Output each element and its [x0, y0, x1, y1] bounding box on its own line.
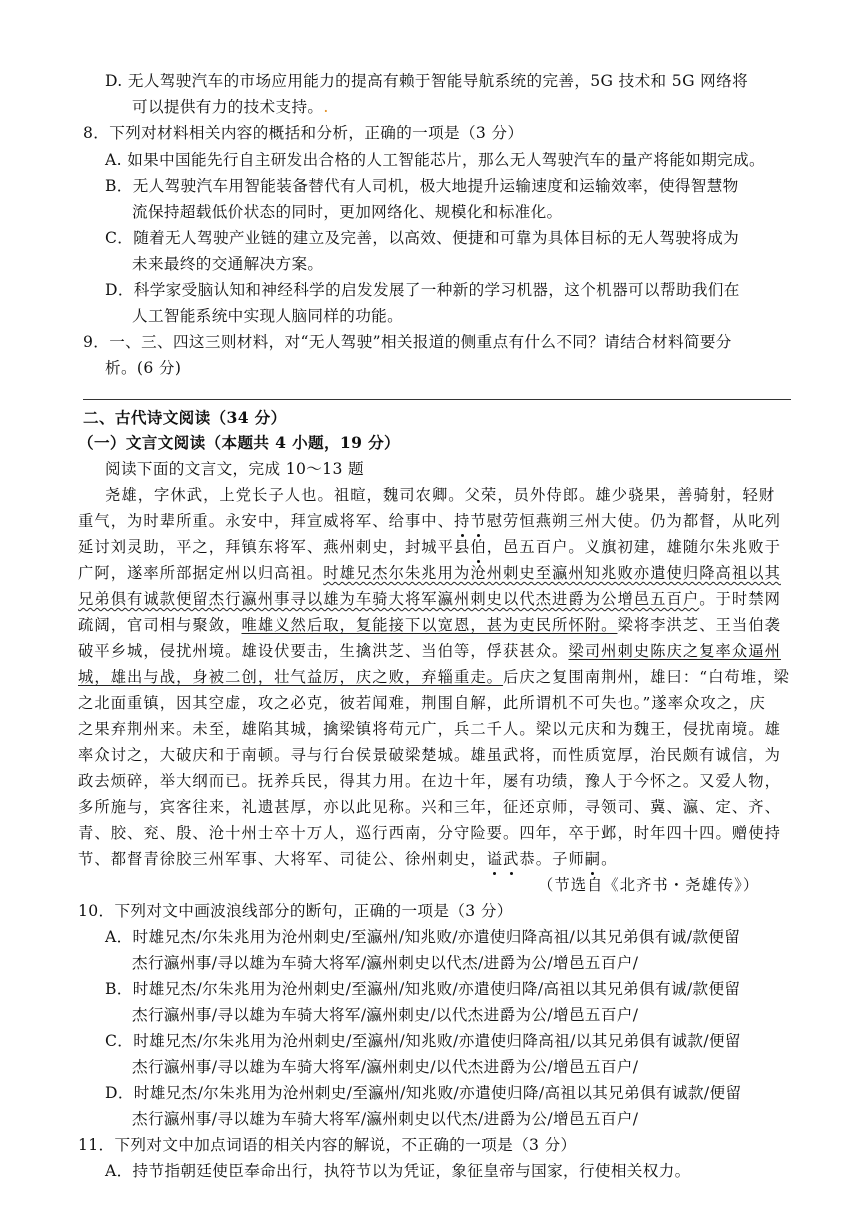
- underlined-sentence: 城，雄出与战，身被二创，壮气益厉，庆之败，弃辎重走。: [78, 668, 504, 686]
- emphasis-dotted-char: 谥: [487, 846, 503, 872]
- q8-option-d-line1: D．科学家受脑认知和神经科学的启发发展了一种新的学习机器，这个机器可以帮助我们在: [105, 281, 740, 299]
- q10-option-c-line2: 杰行瀛州事/寻以雄为车骑大将军/瀛州刺史/以代杰进爵为公/增邑五百户/: [132, 1058, 639, 1076]
- q8-option-a: A. 如果中国能先行自主研发出合格的人工智能芯片，那么无人驾驶汽车的量产将能如期完成。: [105, 151, 765, 169]
- q9-line2: 析。(6 分): [105, 359, 182, 377]
- q9-line1: 9．一、三、四这三则材料，对“无人驾驶”相关报道的侧重点有什么不同？请结合材料简要分: [83, 333, 732, 351]
- q10-option-d-line1: D．时雄兄杰/尔朱兆用为沧州刺史/至瀛州/知兆败/亦遣使归降/高祖以其兄弟俱有诚款/便留: [105, 1084, 742, 1102]
- q10-option-c-line1: C．时雄兄杰/尔朱兆用为沧州刺史/至瀛州/知兆败/亦遣使归降高祖/以其兄弟俱有诚款/便留: [105, 1032, 741, 1050]
- emphasis-dotted-char: 武: [503, 846, 519, 872]
- passage-text: 慰劳恒燕朔三州大使。仍为都督，从叱列: [486, 512, 781, 530]
- passage-line: [78, 846, 618, 872]
- passage-text: 。: [601, 850, 618, 868]
- passage-line: [78, 612, 781, 638]
- passage-line: [78, 638, 781, 664]
- passage-line: 青、胶、兖、殷、沧十州士卒十万人，巡行西南，分守险要。四年，卒于邺，时年四十四。赠使持: [78, 824, 781, 842]
- section2-instruction: 阅读下面的文言文，完成 10～13 题: [105, 460, 364, 478]
- passage-source: （节选自《北齐书・尧雄传》）: [538, 876, 760, 894]
- q8-option-b-line2: 流保持超载低价状态的同时，更加网络化、规模化和标准化。: [132, 203, 563, 221]
- q8-option-c-line1: C．随着无人驾驶产业链的建立及完善，以高效、便捷和可靠为具体目标的无人驾驶将成为: [105, 229, 740, 247]
- passage-line: [78, 508, 781, 534]
- passage-text: 破平乡城，侵扰州境。雄设伏要击，生擒洪芝、当伯等，俘获甚众。: [78, 642, 569, 660]
- q7-option-d-text: 可以提供有力的技术支持。: [132, 98, 324, 116]
- q10-option-a-line1: A．时雄兄杰/尔朱兆用为沧州刺史/至瀛州/知兆败/亦遣使归降高祖/以其兄弟俱有诚/款便留: [105, 928, 741, 946]
- passage-text: 延讨刘灵助，平之，拜镇东将军、燕州刺史，封城平县: [78, 538, 471, 556]
- passage-line: 政去烦碎，举大纲而已。抚养兵民，得其力用。在边十年，屡有功绩，豫人于今怀之。又爱人物，: [78, 772, 781, 790]
- wavy-underlined-text: 兄弟俱有诚款便留杰行瀛州事寻以雄为车骑大将军瀛州刺史以代杰进爵为公增邑五百户: [78, 590, 700, 608]
- q8-option-b-line1: B．无人驾驶汽车用智能装备替代有人司机，极大地提升运输速度和运输效率，使得智慧物: [105, 177, 739, 195]
- emphasis-dotted-char: 嗣: [585, 846, 601, 872]
- passage-line: 之果弃荆州来。未至，雄陷其城，擒梁镇将苟元广，兵二千人。梁以元庆和为魏王，侵扰南境。雄: [78, 720, 781, 738]
- emphasis-dotted-char: 持: [454, 508, 470, 534]
- q8-stem: 8．下列对材料相关内容的概括和分析，正确的一项是（3 分）: [83, 124, 524, 142]
- underlined-sentence: 唯雄义然后取，复能接下以宽恩，甚为吏民所怀附。: [241, 616, 618, 634]
- q10-option-b-line1: B．时雄兄杰/尔朱兆用为沧州刺史/至瀛州/知兆败/亦遣使归降/高祖以其兄弟俱有诚/款便留: [105, 980, 741, 998]
- answer-divider: [83, 399, 791, 400]
- passage-line: [78, 560, 781, 586]
- q10-option-a-line2: 杰行瀛州事/寻以雄为车骑大将军/瀛州刺史以代杰/进爵为公/增邑五百户/: [132, 954, 639, 972]
- passage-text: 梁将李洪芝、王当伯袭: [617, 616, 781, 634]
- passage-text: 节、都督青徐胶三州军事、大将军、司徒公、徐州刺史，: [78, 850, 487, 868]
- passage-line: 率众讨之，大破庆和于南顿。寻与行台侯景破梁楚城。雄虽武将，而性质宽厚，治民颇有诚信，为: [78, 746, 781, 764]
- q8-option-c-line2: 未来最终的交通解决方案。: [132, 255, 324, 273]
- section2-title: 二、古代诗文阅读（34 分）: [83, 408, 287, 427]
- emphasis-dotted-char: 伯: [470, 534, 486, 560]
- passage-line: [78, 586, 781, 612]
- q8-option-d-line2: 人工智能系统中实现人脑同样的功能。: [132, 307, 404, 325]
- stray-mark: .: [323, 98, 329, 116]
- section2-subtitle: （一）文言文阅读（本题共 4 小题，19 分）: [78, 433, 400, 452]
- passage-line: 之北面重镇，因其空虚，攻之必克，彼若闻难，荆围自解，此所谓机不可失也。”遂率众攻之，庆: [78, 694, 766, 712]
- q7-option-d-line2: [132, 94, 329, 120]
- q11-option-a: A．持节指朝廷使臣奉命出行，执符节以为凭证，象征皇帝与国家，行使相关权力。: [105, 1162, 691, 1180]
- passage-line: 尧雄，字休武，上党长子人也。祖暄，魏司农卿。父荣，员外侍郎。雄少骁果，善骑射，轻财: [105, 486, 776, 504]
- wavy-underlined-text: 时雄兄杰尔朱兆用为沧州刺史至瀛州知兆败亦遣使归降高祖以其: [323, 564, 781, 582]
- q10-stem: 10．下列对文中画波浪线部分的断句，正确的一项是（3 分）: [78, 902, 513, 920]
- passage-line: [78, 664, 790, 690]
- q11-stem: 11．下列对文中加点词语的相关内容的解说，不正确的一项是（3 分）: [78, 1136, 577, 1154]
- underlined-sentence: 梁司州刺史陈庆之复率众逼州: [568, 642, 781, 660]
- passage-text: 后庆之复围南荆州，雄曰：“白苟堆，梁: [503, 668, 790, 686]
- passage-text: 恭。子师: [519, 850, 585, 868]
- passage-text: 。于时禁网: [699, 590, 781, 608]
- q7-option-d-line1: D. 无人驾驶汽车的市场应用能力的提高有赖于智能导航系统的完善，5G 技术和 5G 网络将: [105, 72, 749, 90]
- passage-text: 重气，为时辈所重。永安中，拜宣威将军、给事中、: [78, 512, 454, 530]
- q10-option-d-line2: 杰行瀛州事/寻以雄为车骑大将军/瀛州刺史以代杰/进爵为公/增邑五百户/: [132, 1110, 639, 1128]
- passage-text: 疏阔，官司相与聚敛，: [78, 616, 242, 634]
- q10-option-b-line2: 杰行瀛州事/寻以雄为车骑大将军/瀛州刺史/以代杰进爵为公/增邑五百户/: [132, 1006, 639, 1024]
- passage-text: ，邑五百户。义旗初建，雄随尔朱兆败于: [486, 538, 781, 556]
- passage-line: 多所施与，宾客往来，礼遗甚厚，亦以此见称。兴和三年，征还京师，寻领司、冀、瀛、定、齐、: [78, 798, 781, 816]
- passage-text: 广阿，遂率所部据定州以归高祖。: [78, 564, 324, 582]
- passage-line: [78, 534, 781, 560]
- emphasis-dotted-char: 节: [470, 508, 486, 534]
